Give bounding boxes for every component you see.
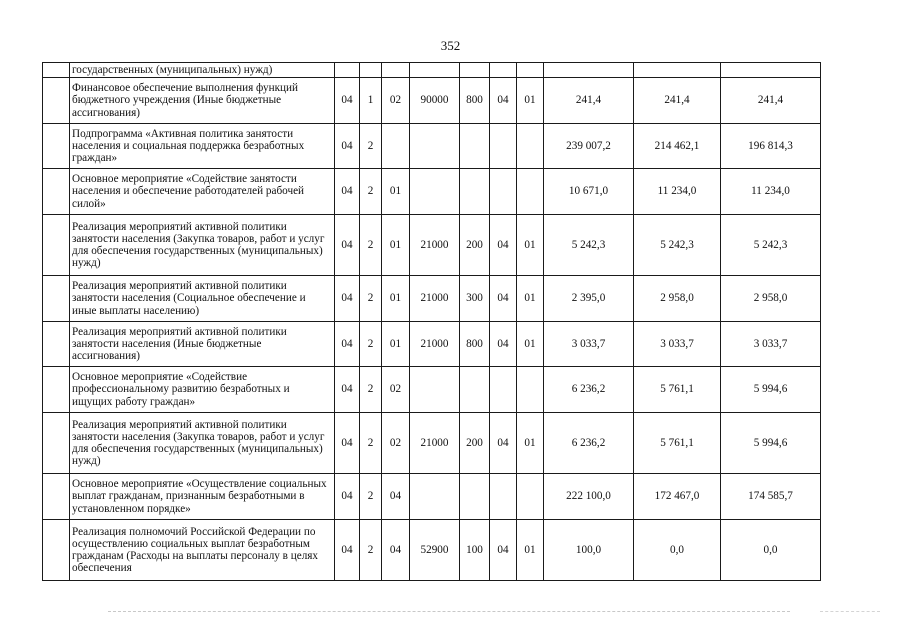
- value-year-1-cell: 2 395,0: [544, 276, 634, 322]
- item-name-cell: Реализация мероприятий активной политики занятости населения (Иные бюджетные ассигнования): [70, 322, 335, 367]
- direction-code-cell: 21000: [410, 215, 460, 276]
- item-name-cell: государственных (муниципальных) нужд): [70, 63, 335, 78]
- row-number-cell: [43, 474, 70, 520]
- event-code-cell: 01: [382, 322, 410, 367]
- chapter-code-cell: 04: [490, 322, 517, 367]
- subprogram-code-cell: [360, 63, 382, 78]
- subprogram-code-cell: 2: [360, 474, 382, 520]
- expense-type-code-cell: [460, 169, 490, 215]
- item-name-cell: Реализация мероприятий активной политики занятости населения (Социальное обеспечение и иные выплаты населению): [70, 276, 335, 322]
- value-year-1-cell: 6 236,2: [544, 367, 634, 413]
- item-name-cell: Подпрограмма «Активная политика занятости населения и социальная поддержка безработных граждан»: [70, 124, 335, 169]
- section-code-cell: 04: [335, 413, 360, 474]
- row-number-cell: [43, 215, 70, 276]
- value-year-3-cell: 0,0: [721, 520, 821, 581]
- subprogram-code-cell: 2: [360, 215, 382, 276]
- subchapter-code-cell: [517, 474, 544, 520]
- chapter-code-cell: [490, 474, 517, 520]
- item-name-cell: Финансовое обеспечение выполнения функций бюджетного учреждения (Иные бюджетные ассигнования): [70, 78, 335, 124]
- table-row: [43, 413, 821, 474]
- section-code-cell: 04: [335, 169, 360, 215]
- value-year-2-cell: 3 033,7: [634, 322, 721, 367]
- direction-code-cell: 90000: [410, 78, 460, 124]
- value-year-1-cell: 10 671,0: [544, 169, 634, 215]
- section-code-cell: 04: [335, 276, 360, 322]
- event-code-cell: 01: [382, 215, 410, 276]
- chapter-code-cell: 04: [490, 276, 517, 322]
- value-year-1-cell: 100,0: [544, 520, 634, 581]
- expense-type-code-cell: [460, 474, 490, 520]
- item-name-cell: Основное мероприятие «Содействие занятости населения и обеспечение работодателей рабочей силой»: [70, 169, 335, 215]
- value-year-3-cell: 241,4: [721, 78, 821, 124]
- section-code-cell: [335, 63, 360, 78]
- budget-table: [42, 62, 821, 581]
- event-code-cell: [382, 124, 410, 169]
- value-year-1-cell: 241,4: [544, 78, 634, 124]
- subprogram-code-cell: 2: [360, 276, 382, 322]
- table-row: [43, 78, 821, 124]
- item-name-cell: Реализация мероприятий активной политики занятости населения (Закупка товаров, работ и услуг для обеспечения государственных (муниципальных) нужд): [70, 413, 335, 474]
- expense-type-code-cell: 200: [460, 215, 490, 276]
- subchapter-code-cell: 01: [517, 322, 544, 367]
- value-year-2-cell: 5 761,1: [634, 413, 721, 474]
- subchapter-code-cell: 01: [517, 276, 544, 322]
- subchapter-code-cell: 01: [517, 215, 544, 276]
- value-year-2-cell: 172 467,0: [634, 474, 721, 520]
- page-number: 352: [440, 38, 461, 53]
- row-number-cell: [43, 322, 70, 367]
- table-body: [43, 63, 821, 581]
- table-row: [43, 215, 821, 276]
- value-year-2-cell: 241,4: [634, 78, 721, 124]
- value-year-2-cell: 5 242,3: [634, 215, 721, 276]
- item-name-cell: Основное мероприятие «Осуществление социальных выплат гражданам, признанным безработными в установленном порядке»: [70, 474, 335, 520]
- event-code-cell: 01: [382, 276, 410, 322]
- value-year-3-cell: 3 033,7: [721, 322, 821, 367]
- direction-code-cell: [410, 367, 460, 413]
- row-number-cell: [43, 520, 70, 581]
- chapter-code-cell: 04: [490, 520, 517, 581]
- event-code-cell: [382, 63, 410, 78]
- subprogram-code-cell: 1: [360, 78, 382, 124]
- subchapter-code-cell: 01: [517, 78, 544, 124]
- value-year-3-cell: [721, 63, 821, 78]
- table-row: [43, 276, 821, 322]
- section-code-cell: 04: [335, 78, 360, 124]
- footer-divider: [108, 611, 790, 612]
- direction-code-cell: [410, 474, 460, 520]
- event-code-cell: 02: [382, 413, 410, 474]
- row-number-cell: [43, 413, 70, 474]
- subprogram-code-cell: 2: [360, 520, 382, 581]
- chapter-code-cell: [490, 367, 517, 413]
- expense-type-code-cell: [460, 367, 490, 413]
- expense-type-code-cell: [460, 63, 490, 78]
- subchapter-code-cell: [517, 63, 544, 78]
- section-code-cell: 04: [335, 474, 360, 520]
- section-code-cell: 04: [335, 367, 360, 413]
- item-name-cell: Реализация полномочий Российской Федерации по осуществлению социальных выплат безработным гражданам (Расходы на выплаты персоналу в целях обеспечения: [70, 520, 335, 581]
- value-year-3-cell: 196 814,3: [721, 124, 821, 169]
- value-year-3-cell: 5 994,6: [721, 367, 821, 413]
- value-year-3-cell: 174 585,7: [721, 474, 821, 520]
- expense-type-code-cell: 300: [460, 276, 490, 322]
- table-row: [43, 169, 821, 215]
- section-code-cell: 04: [335, 520, 360, 581]
- item-name-cell: Реализация мероприятий активной политики занятости населения (Закупка товаров, работ и услуг для обеспечения государственных (муниципальных) нужд): [70, 215, 335, 276]
- value-year-3-cell: 11 234,0: [721, 169, 821, 215]
- section-code-cell: 04: [335, 322, 360, 367]
- row-number-cell: [43, 63, 70, 78]
- table-row: [43, 520, 821, 581]
- subchapter-code-cell: 01: [517, 520, 544, 581]
- value-year-1-cell: 239 007,2: [544, 124, 634, 169]
- subchapter-code-cell: [517, 169, 544, 215]
- row-number-cell: [43, 124, 70, 169]
- value-year-2-cell: [634, 63, 721, 78]
- expense-type-code-cell: [460, 124, 490, 169]
- chapter-code-cell: 04: [490, 78, 517, 124]
- chapter-code-cell: [490, 169, 517, 215]
- chapter-code-cell: [490, 124, 517, 169]
- subchapter-code-cell: [517, 367, 544, 413]
- value-year-3-cell: 2 958,0: [721, 276, 821, 322]
- subchapter-code-cell: 01: [517, 413, 544, 474]
- row-number-cell: [43, 169, 70, 215]
- expense-type-code-cell: 800: [460, 322, 490, 367]
- subprogram-code-cell: 2: [360, 413, 382, 474]
- table-row: [43, 367, 821, 413]
- direction-code-cell: [410, 124, 460, 169]
- value-year-3-cell: 5 242,3: [721, 215, 821, 276]
- event-code-cell: 01: [382, 169, 410, 215]
- direction-code-cell: 21000: [410, 276, 460, 322]
- subprogram-code-cell: 2: [360, 322, 382, 367]
- section-code-cell: 04: [335, 124, 360, 169]
- subprogram-code-cell: 2: [360, 367, 382, 413]
- table-row: [43, 474, 821, 520]
- value-year-1-cell: 5 242,3: [544, 215, 634, 276]
- value-year-1-cell: 3 033,7: [544, 322, 634, 367]
- value-year-2-cell: 11 234,0: [634, 169, 721, 215]
- expense-type-code-cell: 100: [460, 520, 490, 581]
- direction-code-cell: 21000: [410, 413, 460, 474]
- value-year-1-cell: 6 236,2: [544, 413, 634, 474]
- value-year-2-cell: 5 761,1: [634, 367, 721, 413]
- table-row: [43, 124, 821, 169]
- section-code-cell: 04: [335, 215, 360, 276]
- subchapter-code-cell: [517, 124, 544, 169]
- event-code-cell: 02: [382, 78, 410, 124]
- expense-type-code-cell: 800: [460, 78, 490, 124]
- subprogram-code-cell: 2: [360, 169, 382, 215]
- value-year-1-cell: [544, 63, 634, 78]
- event-code-cell: 04: [382, 520, 410, 581]
- direction-code-cell: 21000: [410, 322, 460, 367]
- row-number-cell: [43, 367, 70, 413]
- value-year-3-cell: 5 994,6: [721, 413, 821, 474]
- direction-code-cell: [410, 169, 460, 215]
- event-code-cell: 02: [382, 367, 410, 413]
- chapter-code-cell: 04: [490, 215, 517, 276]
- footer-divider-right: [820, 611, 880, 612]
- table-row: [43, 63, 821, 78]
- chapter-code-cell: 04: [490, 413, 517, 474]
- value-year-1-cell: 222 100,0: [544, 474, 634, 520]
- subprogram-code-cell: 2: [360, 124, 382, 169]
- item-name-cell: Основное мероприятие «Содействие профессиональному развитию безработных и ищущих работу граждан»: [70, 367, 335, 413]
- event-code-cell: 04: [382, 474, 410, 520]
- expense-type-code-cell: 200: [460, 413, 490, 474]
- value-year-2-cell: 2 958,0: [634, 276, 721, 322]
- direction-code-cell: 52900: [410, 520, 460, 581]
- direction-code-cell: [410, 63, 460, 78]
- chapter-code-cell: [490, 63, 517, 78]
- row-number-cell: [43, 78, 70, 124]
- value-year-2-cell: 214 462,1: [634, 124, 721, 169]
- table-row: [43, 322, 821, 367]
- value-year-2-cell: 0,0: [634, 520, 721, 581]
- row-number-cell: [43, 276, 70, 322]
